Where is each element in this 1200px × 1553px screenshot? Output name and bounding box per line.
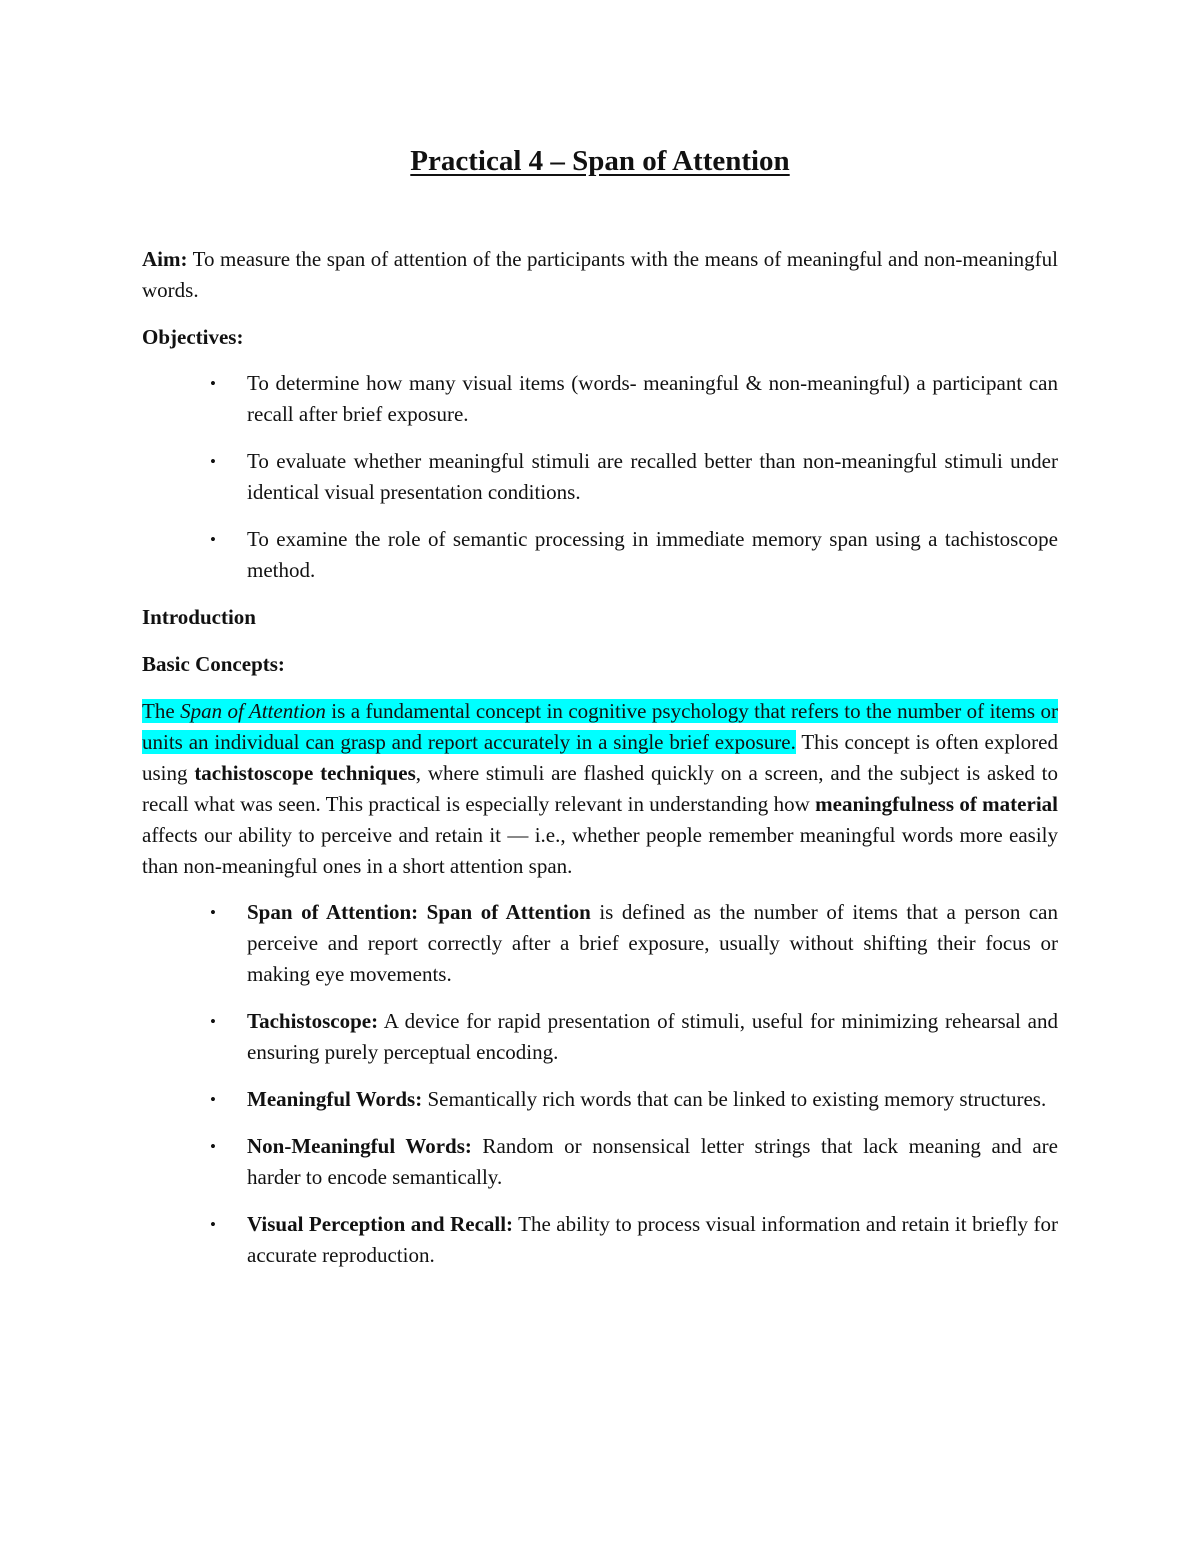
bullet-icon: • xyxy=(210,903,216,922)
bullet-icon: • xyxy=(210,1215,216,1234)
concept-text: Random or nonsensical letter strings that lack meaning and are harder to encode semantically. xyxy=(247,1134,1058,1189)
bullet-icon: • xyxy=(210,530,216,549)
concepts-list xyxy=(142,897,1058,1271)
objectives-heading: Objectives: xyxy=(142,325,244,349)
concept-text: A device for rapid presentation of stimuli, useful for minimizing rehearsal and ensuring purely perceptual encoding. xyxy=(247,1009,1058,1064)
list-item xyxy=(142,524,1058,586)
list-item xyxy=(142,1006,1058,1068)
concept-text: is defined as the number of items that a person can perceive and report correctly after a brief exposure, usually without shifting their focus or making eye movements. xyxy=(247,900,1059,986)
list-item xyxy=(142,1131,1058,1193)
bold-term: meaningfulness of material xyxy=(815,792,1058,816)
introduction-paragraph xyxy=(142,696,1058,882)
bold-term: tachistoscope techniques xyxy=(194,761,416,785)
list-item xyxy=(142,897,1058,990)
concept-term: Non-Meaningful Words: xyxy=(247,1134,472,1158)
objectives-list xyxy=(142,368,1058,586)
objective-text: To examine the role of semantic processing in immediate memory span using a tachistoscope method. xyxy=(247,527,1058,582)
concept-term: Visual Perception and Recall: xyxy=(247,1212,514,1236)
concept-term: Meaningful Words: xyxy=(247,1087,423,1111)
list-item xyxy=(142,446,1058,508)
bullet-icon: • xyxy=(210,1012,216,1031)
introduction-heading: Introduction xyxy=(142,605,256,629)
bullet-icon: • xyxy=(210,1090,216,1109)
list-item xyxy=(142,1084,1058,1115)
list-item xyxy=(142,368,1058,430)
concept-term: Tachistoscope: xyxy=(247,1009,379,1033)
concept-text: Semantically rich words that can be linked to existing memory structures. xyxy=(422,1087,1047,1111)
definition-term: Span of Attention xyxy=(180,699,326,723)
bullet-icon: • xyxy=(210,452,216,471)
aim-paragraph xyxy=(142,244,1058,306)
list-item xyxy=(142,1209,1058,1271)
paragraph-text: This concept is often explored using xyxy=(142,730,1058,785)
objective-text: To determine how many visual items (words- meaningful & non-meaningful) a participant can recall after brief exposure. xyxy=(247,371,1058,426)
concept-term: Span of Attention: Span of Attention xyxy=(247,900,591,924)
page-title: Practical 4 – Span of Attention xyxy=(410,145,790,177)
definition-text: is a fundamental concept in cognitive psychology that refers to the number of items or units an individual can grasp and report accurately in a single brief exposure. xyxy=(142,699,1058,754)
paragraph-text: affects our ability to perceive and retain it — i.e., whether people remember meaningful words more easily than non-meaningful ones in a short attention span. xyxy=(142,823,1058,878)
objective-text: To evaluate whether meaningful stimuli are recalled better than non-meaningful stimuli under identical visual presentation conditions. xyxy=(247,449,1058,504)
basic-concepts-heading: Basic Concepts: xyxy=(142,652,285,676)
bullet-icon: • xyxy=(210,1137,216,1156)
bullet-icon: • xyxy=(210,374,216,393)
concept-text: The ability to process visual information and retain it briefly for accurate reproduction. xyxy=(247,1212,1058,1267)
aim-text: To measure the span of attention of the participants with the means of meaningful and non-meaningful words. xyxy=(142,247,1058,302)
aim-label: Aim: xyxy=(142,247,188,271)
paragraph-text: , where stimuli are flashed quickly on a screen, and the subject is asked to recall what was seen. This practical is especially relevant in understanding how xyxy=(142,761,1058,816)
definition-text: The xyxy=(142,699,181,723)
document-body xyxy=(142,244,1058,1287)
